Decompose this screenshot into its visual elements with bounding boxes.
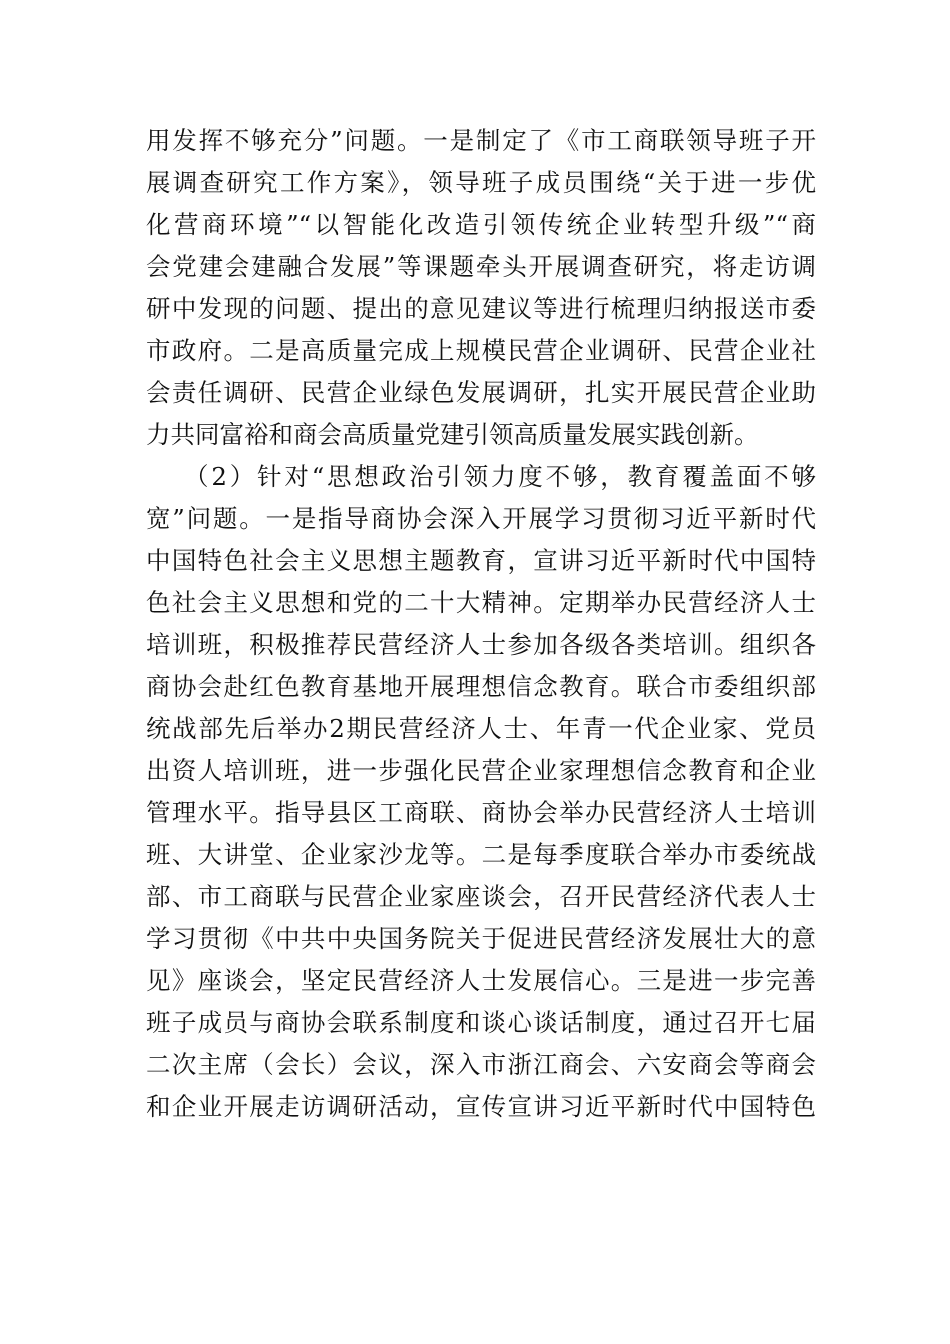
text-line: 统战部先后举办2期民营经济人士、年青一代企业家、党员 bbox=[146, 714, 816, 743]
text-line: 见》座谈会，坚定民营经济人士发展信心。三是进一步完善 bbox=[146, 966, 816, 995]
text-line: 班子成员与商协会联系制度和谈心谈话制度，通过召开七届 bbox=[146, 1008, 816, 1037]
text-line: 部、市工商联与民营企业家座谈会，召开民营经济代表人士 bbox=[146, 882, 816, 911]
text-line: 展调查研究工作方案》，领导班子成员围绕“关于进一步优 bbox=[146, 168, 816, 197]
text-line: 商协会赴红色教育基地开展理想信念教育。联合市委组织部 bbox=[146, 672, 816, 701]
text-line: 出资人培训班，进一步强化民营企业家理想信念教育和企业 bbox=[146, 756, 816, 785]
text-line: 会党建会建融合发展”等课题牵头开展调查研究，将走访调 bbox=[146, 252, 816, 281]
paragraph-1 bbox=[146, 120, 816, 456]
text-line: 力共同富裕和商会高质量党建引领高质量发展实践创新。 bbox=[146, 420, 759, 449]
text-line: 色社会主义思想和党的二十大精神。定期举办民营经济人士 bbox=[146, 588, 816, 617]
text-line: 学习贯彻《中共中央国务院关于促进民营经济发展壮大的意 bbox=[146, 924, 816, 953]
body-text bbox=[146, 120, 816, 1128]
text-line: 管理水平。指导县区工商联、商协会举办民营经济人士培训 bbox=[146, 798, 816, 827]
text-line: 用发挥不够充分”问题。一是制定了《市工商联领导班子开 bbox=[146, 126, 816, 155]
text-line: 和企业开展走访调研活动，宣传宣讲习近平新时代中国特色 bbox=[146, 1092, 816, 1121]
text-line: 会责任调研、民营企业绿色发展调研，扎实开展民营企业助 bbox=[146, 378, 816, 407]
text-line: 班、大讲堂、企业家沙龙等。二是每季度联合举办市委统战 bbox=[146, 840, 816, 869]
text-line: 市政府。二是高质量完成上规模民营企业调研、民营企业社 bbox=[146, 336, 816, 365]
text-line: 化营商环境”“以智能化改造引领传统企业转型升级”“商 bbox=[146, 210, 816, 239]
text-line: 二次主席（会长）会议，深入市浙江商会、六安商会等商会 bbox=[146, 1050, 816, 1079]
paragraph-2 bbox=[146, 456, 816, 1128]
text-line: 培训班，积极推荐民营经济人士参加各级各类培训。组织各 bbox=[146, 630, 816, 659]
text-line: （2）针对“思想政治引领力度不够，教育覆盖面不够 bbox=[184, 462, 816, 491]
text-line: 中国特色社会主义思想主题教育，宣讲习近平新时代中国特 bbox=[146, 546, 816, 575]
text-line: 研中发现的问题、提出的意见建议等进行梳理归纳报送市委 bbox=[146, 294, 816, 323]
text-line: 宽”问题。一是指导商协会深入开展学习贯彻习近平新时代 bbox=[146, 504, 816, 533]
